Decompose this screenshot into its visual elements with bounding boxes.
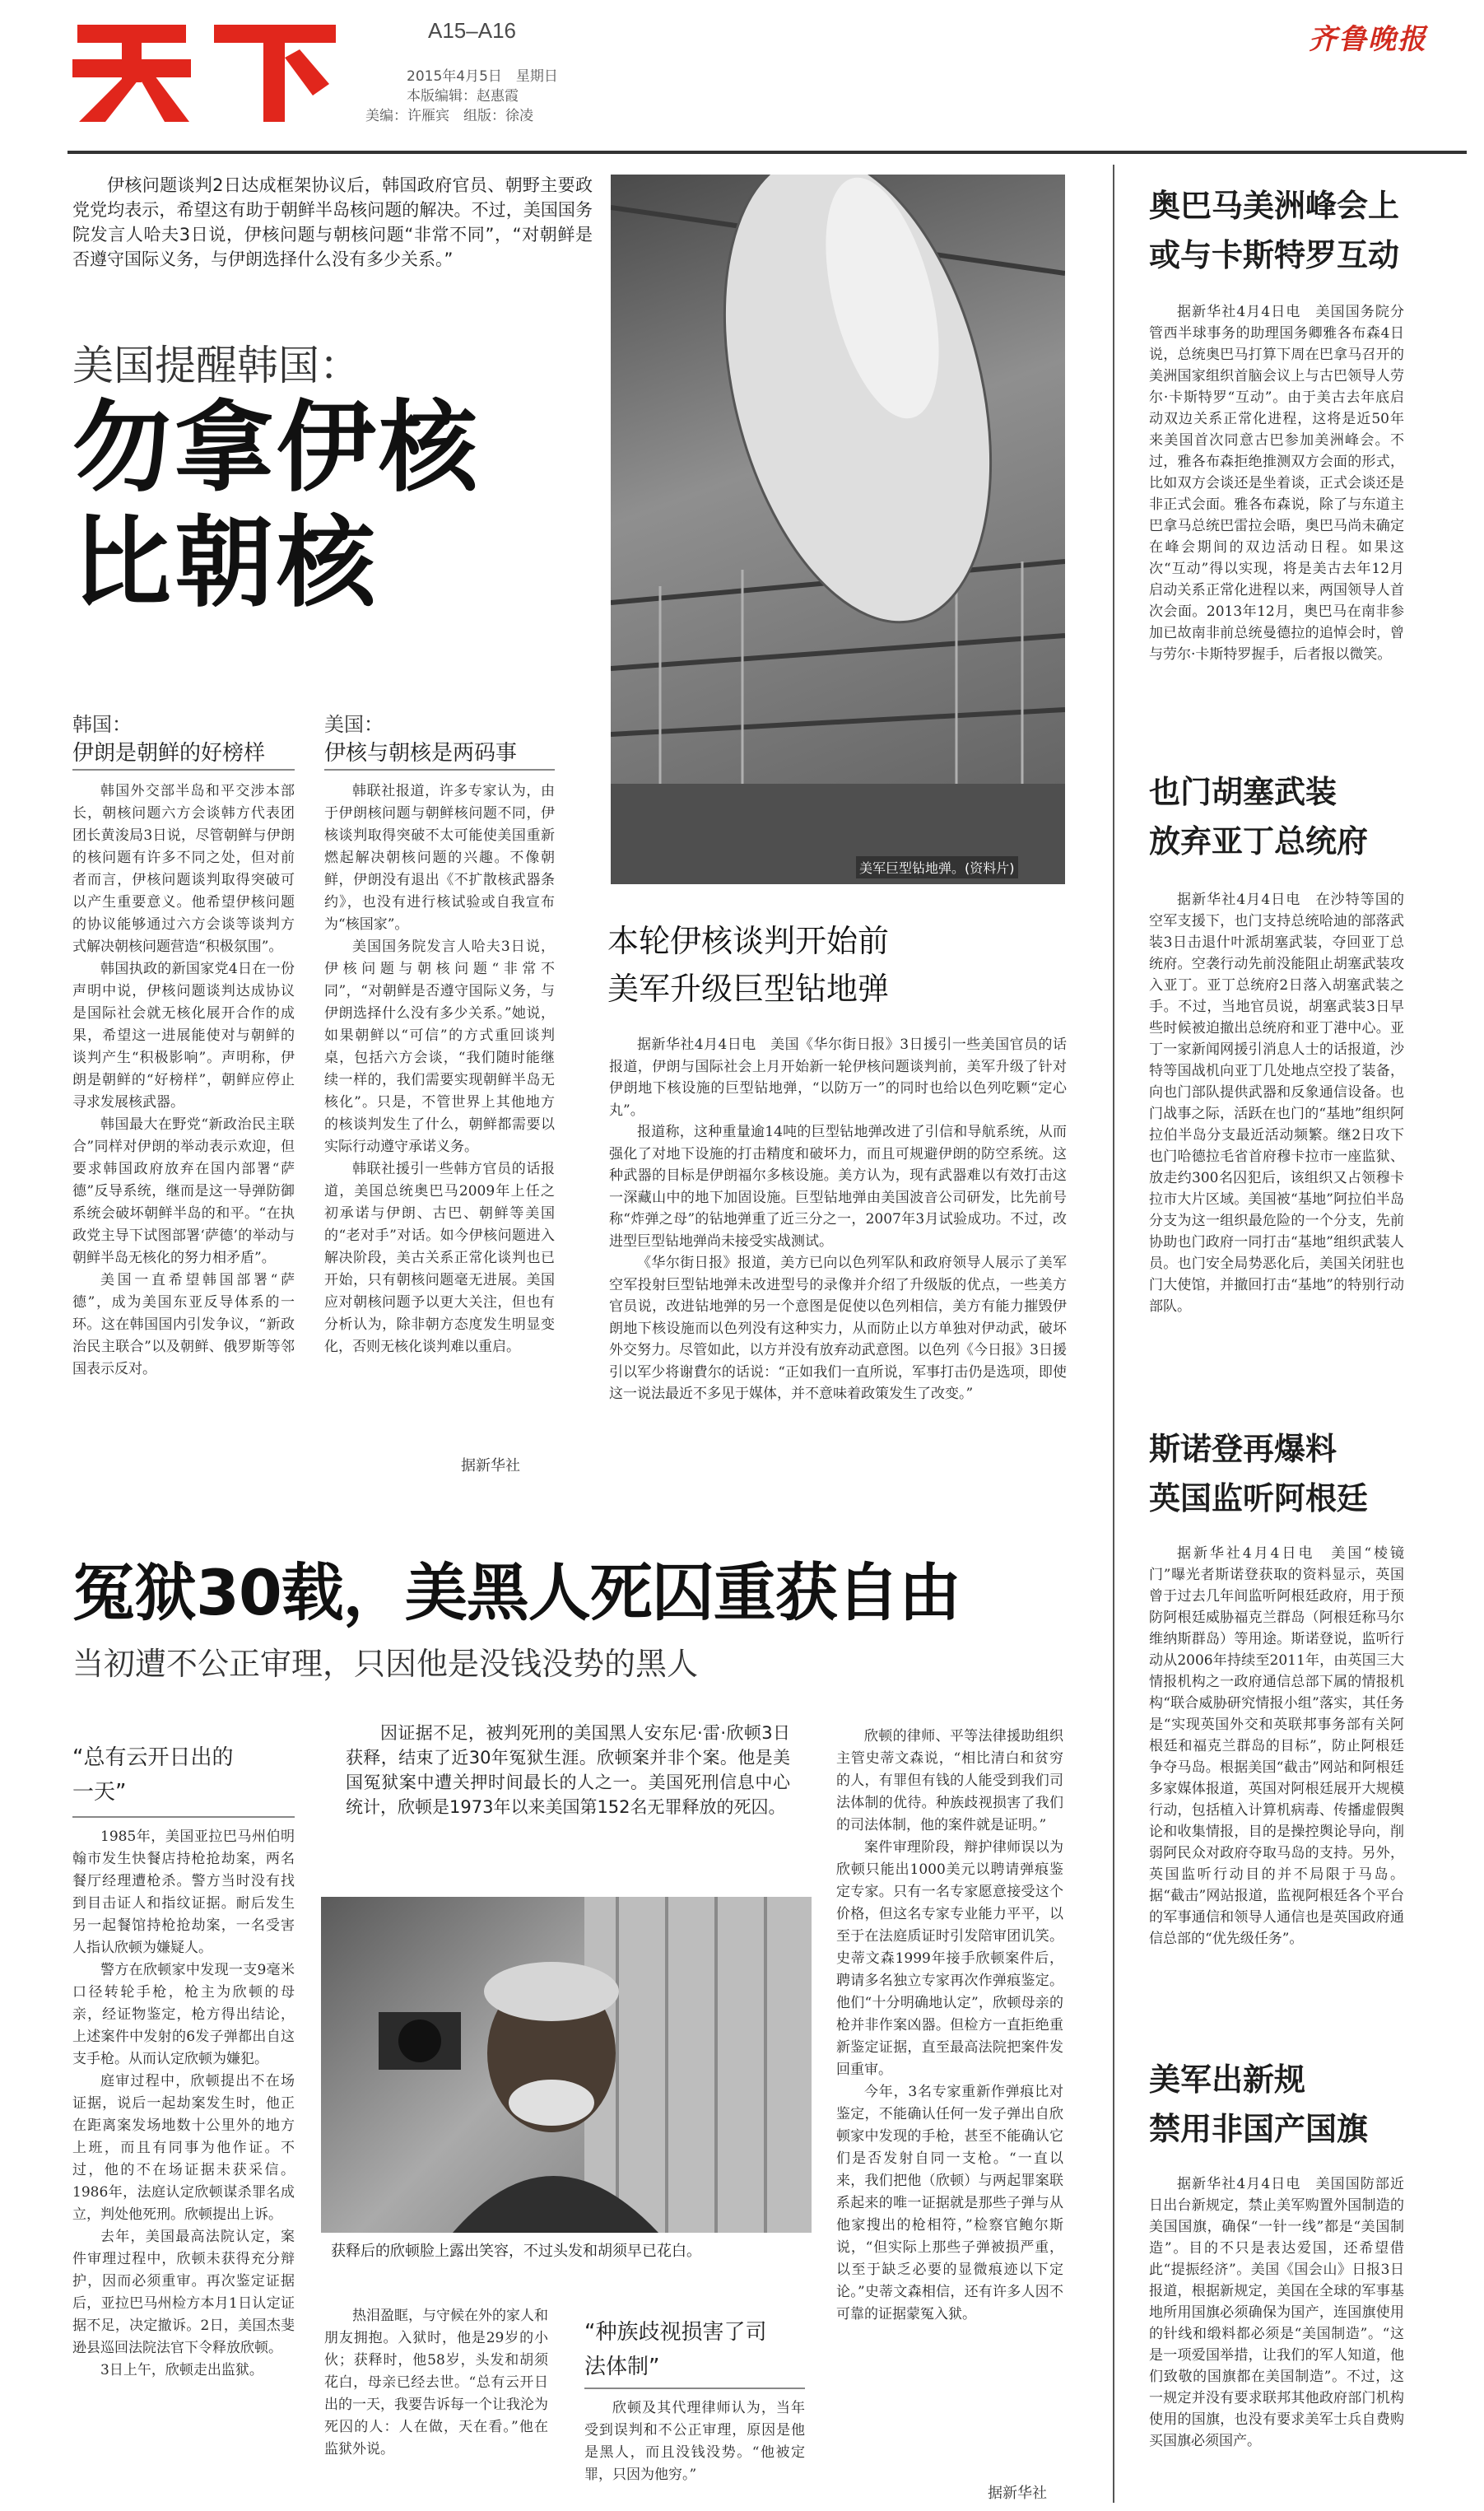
paragraph: 《华尔街日报》报道，美方已向以色列军队和政府领导人展示了美军空军投射巨型钻地弹未改进型号的录像并介绍了升级版的优点，一些美方官员说，改进钻地弹的另一个意图是促使以色列相信，美方有能力摧毁伊朗地下核设施而以色列没有这种实力，从而防止以方单独对伊动武，破坏外交努力。尽管如此，以方并没有放弃动武意图。以色列《今日报》3日援引以军少将谢費尔的话说：“正如我们一直所说，军事打击仍是选项，即使这一说法最近不多见于媒体，并不意味着政策发生了改变。” [609, 1255, 1067, 1402]
nuke-col1-rule [72, 769, 295, 771]
paragraph: 美国一直希望韩国部署“萨德”，成为美国东亚反导体系的一环。这在韩国国内引发争议，“新政治民主联合”以及朝鲜、俄罗斯等邻国表示反对。 [72, 1272, 295, 1377]
bomb-photo [611, 175, 1065, 884]
black-sub2: “种族歧视损害了司法体制” [584, 2320, 767, 2379]
paragraph: 韩国最大在野党“新政治民主联合”同样对伊朗的举动表示欢迎，但要求韩国政府放弃在国内部署“萨德”反导系统，继而是这一导弹防御系统会破坏朝鲜半岛的和平。“在执政党主导下试图部署‘萨德’的举动与朝鲜半岛无核化的努力相矛盾”。 [72, 1116, 295, 1266]
paragraph: 警方在欣顿家中发现一支9毫米口径转轮手枪，枪主为欣顿的母亲，经证物鉴定，枪方得出结论，上述案件中发射的6发子弹都出自这支手枪。从而认定欣顿为嫌犯。 [72, 1962, 295, 2067]
paragraph: 热泪盈眶，与守候在外的家人和朋友拥抱。入狱时，他是29岁的小伙；获释时，他58岁，头发和胡须花白，母亲已经去世。“总有云开日出的一天，我要告诉每一个让我沦为死囚的人：人在做，天在看。”他在监狱外说。 [324, 2308, 548, 2457]
paragraph: 庭审过程中，欣顿提出不在场证据，说后一起劫案发生时，他正在距离案发场地数十公里外的地方上班，而且有同事为他作证。不过，他的不在场证据未获采信。1986年，法庭认定欣顿谋杀罪名成立，判处他死刑。欣顿提出上诉。 [72, 2073, 295, 2223]
nuke-headline-1: 勿拿伊核 [72, 391, 481, 505]
paragraph: 韩联社援引一些韩方官员的话报道，美国总统奥巴马2009年上任之初承诺与伊朗、古巴、朝鲜等美国的“老对手”对话。如今伊核问题进入解决阶段，美古关系正常化谈判也已开始，只有朝核问题毫无进展。美国应对朝核问题予以更大关注，但也有分析认为，除非朝方态度发生明显变化，否则无核化谈判难以重启。 [324, 1161, 555, 1355]
black-sub2-rule [584, 2388, 805, 2389]
paragraph: 据新华社4月4日电 在沙特等国的空军支援下，也门支持总统哈迪的部落武装3日击退什叶派胡塞武装，夺回亚丁总统府。空袭行动先前没能阻止胡塞武装攻入亚丁。亚丁总统府2日落入胡塞武装之手。不过，当地官员说，胡塞武装3日早些时候被迫撤出总统府和亚丁港中心。亚丁一家新闻网援引消息人士的话报道，沙特等国战机向亚丁几处地点空投了装备，向也门部队提供武器和反象通信设备。也门战事之际，活跃在也门的“基地”组织阿拉伯半岛分支最近活动频繁。继2日攻下也门哈德拉毛省首府穆卡拉市一座监狱、放走约300名囚犯后，该组织又占领穆卡拉市大片区域。美国被“基地”阿拉伯半岛分支为这一组织最危险的一个分支，先前协助也门政府一同打击“基地”组织武装人员。也门安全局势恶化后，美国关闭驻也门大使馆，并撤回打击“基地”的特别行动部队。 [1149, 892, 1404, 1315]
side3-headline-2: 英国监听阿根廷 [1149, 1480, 1369, 1516]
side3-body [1149, 1543, 1404, 2027]
side2-headline-1: 也门胡塞武装 [1149, 774, 1337, 810]
paragraph: 美国国务院发言人哈夫3日说，伊核问题与朝核问题“非常不同”，“对朝鲜是否遵守国际义务，与伊朗选择什么没有多少关系。”她说，如果朝鲜以“可信”的方式重回谈判桌，包括六方会谈，“我们随时能继续一样的，我们需要实现朝鲜半岛无核化”。只是，不管世界上其他地方的核谈判发生了什么，朝鲜都需要以实际行动遵守承诺义务。 [324, 939, 555, 1155]
side2-body [1149, 889, 1404, 1383]
nuke-col1-subhead: 伊朗是朝鲜的好榜样 [72, 741, 266, 766]
design-line: 美编：许雁宾 组版：徐凌 [365, 108, 533, 124]
bomb-headline-2: 美军升级巨型钻地弹 [607, 971, 890, 1007]
bomb-body [609, 1034, 1067, 1479]
page-range: A15–A16 [428, 18, 516, 43]
black-col3-top [584, 2397, 805, 2504]
paragraph: 韩联社报道，许多专家认为，由于伊朗核问题与朝鲜核问题不同，伊核谈判取得突破不太可能使美国重新燃起解决朝核问题的兴趣。不像朝鲜，伊朗没有退出《不扩散核武器条约》，也没有进行核试验或自我宣布为“核国家”。 [324, 783, 555, 933]
side4-headline-1: 美军出新规 [1149, 2061, 1306, 2098]
nuke-lead: 伊核问题谈判2日达成框架协议后，韩国政府官员、朝野主要政党党均表示，希望这有助于朝鲜半岛核问题的解决。不过，美国国务院发言人哈夫3日说，伊核问题与朝核问题“非常不同”，“对朝鲜是否遵守国际义务，与伊朗选择什么没有多少关系。” [72, 175, 593, 269]
side4-body [1149, 2173, 1404, 2499]
side2-headline-2: 放弃亚丁总统府 [1149, 823, 1369, 860]
nuke-col1-country: 韩国： [72, 713, 132, 736]
paragraph: 报道称，这种重量逾14吨的巨型钻地弹改进了引信和导航系统，从而强化了对地下设施的打击精度和破坏力，而且可规避伊朗的防空系统。这种武器的目标是伊朗福尔多核设施。美方认为，现有武器难以有效打击这一深藏山中的地下加固设施。巨型钻地弹由美国波音公司研发，比先前号称“炸弹之母”的钻地弹重了近三分之一，2007年3月试验成功。不过，改进型巨型钻地弹尚未接受实战测试。 [609, 1124, 1067, 1250]
paragraph: 据新华社4月4日电 美国“棱镜门”曝光者斯诺登获取的资料显示，英国曾于过去几年间监听阿根廷政府，用于预防阿根廷威胁福克兰群岛（阿根廷称马尔维纳斯群岛）等用途。斯诺登说，监听行动从2006年持续至2011年，由英国三大情报机构之一政府通信总部下属的情报机构“联合威胁研究情报小组”落实，其任务是“实现英国外交和英联邦事务部有关阿根廷和福克兰群岛的目标”，防止阿根廷争夺马岛。根据美国“截击”网站和阿根廷多家媒体报道，英国对阿根廷展开大规模行动，包括植入计算机病毒、传播虚假舆论和收集情报，目的是操控舆论导向，削弱阿民众对政府夺取马岛的支持。另外，英国监听行动目的并不局限于马岛。据“截击”网站报道，监视阿根廷各个平台的军事通信和领导人通信也是英国政府通信总部的“优先级任务”。 [1149, 1545, 1404, 1947]
hinton-photo-caption: 获释后的欣顿脸上露出笑容，不过头发和胡须早已花白。 [331, 2243, 701, 2260]
side1-body [1149, 301, 1404, 738]
paragraph: 韩国外交部半岛和平交涉本部长，朝核问题六方会谈韩方代表团团长黄浚局3日说，尽管朝鲜与伊朗的核问题有许多不同之处，但对前者而言，伊核问题谈判取得突破可以产生重要意义。他希望伊核问题的协议能够通过六方会谈等谈判方式解决朝核问题营造“积极氛围”。 [72, 783, 295, 955]
paragraph: 据新华社4月4日电 美国国防部近日出台新规定，禁止美军购置外国制造的美国国旗，确保“一针一线”都是“美国制造”。目的不只是表达爱国，还希望借此“提振经济”。美国《国会山》日报3日报道，根据新规定，美国在全球的军事基地所用国旗必须确保为国产，连国旗使用的针线和缎料都必须是“美国制造”。“这是一项爱国举措，让我们的军人知道，他们致敬的国旗都在美国制造”。不过，这一规定并没有要求联邦其他政府部门机构使用的国旗，也没有要求美军士兵自费购买国旗必须国产。 [1149, 2176, 1404, 2449]
nuke-col2-country: 美国： [324, 713, 384, 736]
side1-headline-1: 奥巴马美洲峰会上 [1149, 188, 1400, 224]
black-sub1-rule [72, 1816, 295, 1818]
nuke-kicker: 美国提醒韩国： [72, 342, 361, 389]
hinton-illustration [321, 1897, 812, 2233]
black-col1-body [72, 1826, 295, 2476]
section-logo [72, 16, 337, 123]
black-col4-body [836, 1726, 1063, 2476]
black-sub1: “总有云开日出的一天” [72, 1745, 234, 1805]
paragraph: 韩国执政的新国家党4日在一份声明中说，伊核问题谈判达成协议是国际社会就无核化展开合作的成果，希望这一进展能使对与朝鲜的谈判产生“积极影响”。声明称，伊朗是朝鲜的“好榜样”，朝鲜应停止寻求发展核武器。 [72, 961, 295, 1111]
paragraph: 今年，3名专家重新作弹痕比对鉴定，不能确认任何一发子弹出自欣顿家中发现的手枪，甚至不能确认它们是否发射自同一支枪。“一直以来，我们把他（欣顿）与两起罪案联系起来的唯一证据就是那些子弹与从他家搜出的枪相符，”检察官鲍尔斯说，“但实际上那些子弹被损严重，以至于缺乏必要的显微痕迹以下定论。”史蒂文森相信，还有许多人因不可靠的证据蒙冤入狱。 [836, 2084, 1063, 2322]
paragraph: 去年，美国最高法院认定，案件审理过程中，欣顿未获得充分辩护，因而必须重审。再次鉴定证据后，亚拉巴马州检方本月1日认定证据不足，决定撤诉。2日，美国杰斐逊县巡回法院法官下令释放欣顿。 [72, 2229, 295, 2356]
black-subhead: 当初遭不公正审理，只因他是没钱没势的黑人 [72, 1646, 699, 1682]
bomb-photo-caption: 美军巨型钻地弹。(资料片) [856, 856, 1018, 878]
nuke-col2-rule [324, 769, 555, 771]
black-col2-body [324, 2305, 548, 2503]
side4-headline-2: 禁用非国产国旗 [1149, 2111, 1369, 2147]
section-logo-art [72, 16, 337, 123]
paragraph: 3日上午，欣顿走出监狱。 [100, 2362, 263, 2378]
masthead-rule [67, 151, 1467, 154]
nuke-col1-body [72, 780, 295, 1472]
nuke-credit: 据新华社 [461, 1457, 520, 1474]
hinton-photo [321, 1897, 812, 2233]
paragraph: 据新华社4月4日电 美国《华尔街日报》3日援引一些美国官员的话报道，伊朗与国际社会上月开始新一轮伊核问题谈判前，美军升级了针对伊朗地下核设施的巨型钻地弹，“以防万一”的同时也给以色列吃颗“定心丸”。 [609, 1037, 1067, 1119]
editor-line: 本版编辑：赵惠霞 [407, 88, 519, 105]
nuke-col2-subhead: 伊核与朝核是两码事 [324, 741, 518, 766]
paragraph: 欣顿及其代理律师认为，当年受到误判和不公正审理，原因是他是黑人，而且没钱没势。“他被定罪，只因为他穷。” [584, 2400, 805, 2483]
sidebar-divider [1113, 165, 1114, 2503]
paragraph: 欣顿的律师、平等法律援助组织主管史蒂文森说，“相比清白和贫穷的人，有罪但有钱的人能受到我们司法体制的优待。种族歧视损害了我们的司法体制，他的案件就是证明。” [836, 1728, 1063, 1833]
nuke-col2-body [324, 780, 555, 1449]
bomb-illustration [611, 175, 1065, 884]
paper-name: 齐鲁晚报 [1309, 23, 1427, 56]
date-line: 2015年4月5日 星期日 [407, 68, 558, 85]
side1-headline-2: 或与卡斯特罗互动 [1149, 237, 1400, 273]
bomb-headline-1: 本轮伊核谈判开始前 [607, 923, 890, 959]
paragraph: 1985年，美国亚拉巴马州伯明翰市发生快餐店持枪抢劫案，两名餐厅经理遭枪杀。警方当时没有找到目击证人和指纹证据。耐后发生另一起餐馆持枪抢劫案，一名受害人指认欣顿为嫌疑人。 [72, 1829, 295, 1956]
black-headline: 冤狱30载，美黑人死囚重获自由 [72, 1556, 961, 1629]
black-credit: 据新华社 [988, 2485, 1047, 2502]
nuke-headline-2: 比朝核 [72, 506, 379, 621]
black-lead-box: 因证据不足，被判死刑的美国黑人安东尼·雷·欣顿3日获释，结束了近30年冤狱生涯。欣顿案并非个案。他是美国冤狱案中遭关押时间最长的人之一。美国死刑信息中心统计，欣顿是1973年以来美国第152名无罪释放的死囚。 [346, 1723, 790, 1817]
side3-headline-1: 斯诺登再爆料 [1149, 1431, 1337, 1467]
paragraph: 案件审理阶段，辩护律师误以为欣顿只能出1000美元以聘请弹痕鉴定专家。只有一名专家愿意接受这个价格，但这名专家专业能力平平，以至于在法庭质证时引发陪审团讥笑。史蒂文森1999年接手欣顿案件后，聘请多名独立专家再次作弹痕鉴定。他们“十分明确地认定”，欣顿母亲的枪并非作案凶器。但检方一直拒绝重新鉴定证据，直至最高法院把案件发回重审。 [836, 1839, 1063, 2078]
paragraph: 据新华社4月4日电 美国国务院分管西半球事务的助理国务卿雅各布森4日说，总统奥巴马打算下周在巴拿马召开的美洲国家组织首脑会议上与古巴领导人劳尔·卡斯特罗“互动”。由于美古去年底启动双边关系正常化进程，这将是近50年来美国首次同意古巴参加美洲峰会。不过，雅各布森拒绝推测双方会面的形式，比如双方会谈还是坐着谈，正式会谈还是非正式会面。雅各布森说，除了与东道主巴拿马总统巴雷拉会晤，奥巴马尚未确定在峰会期间的双边活动日程。如果这次“互动”得以实现，将是美古去年12月启动关系正常化进程以来，两国领导人首次会面。2013年12月，奥巴马在南非参加已故南非前总统曼德拉的追悼会时，曾与劳尔·卡斯特罗握手，后者报以微笑。 [1149, 304, 1404, 663]
